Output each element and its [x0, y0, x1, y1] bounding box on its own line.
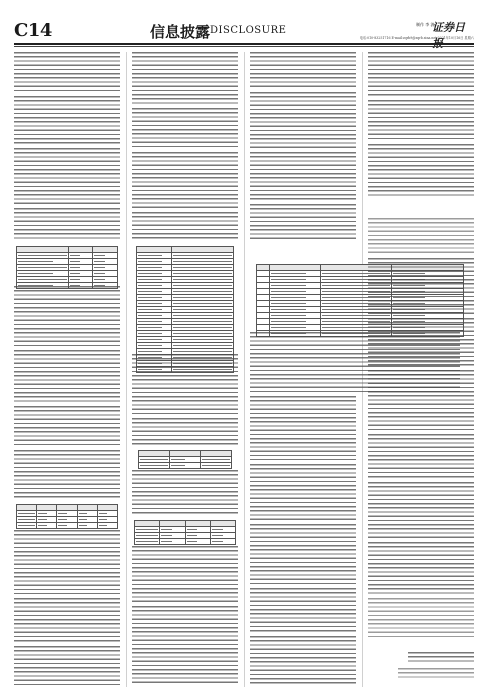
body-paragraph: [132, 470, 238, 514]
contact-date-line: 电话:010-83251716 E-mail:zqrb9@zqrb.sina.net 2021年10月16日 星期六: [359, 36, 474, 40]
table-row: [17, 523, 118, 529]
data-table: [16, 246, 118, 289]
body-paragraph: [132, 52, 238, 104]
table-row: [139, 463, 232, 469]
column-divider: [126, 52, 127, 687]
masthead-rule-thin: [14, 46, 474, 47]
body-paragraph: [132, 354, 238, 414]
body-paragraph: [14, 450, 120, 498]
body-paragraph: [250, 152, 356, 200]
body-paragraph: [14, 286, 120, 346]
body-paragraph: [250, 204, 356, 240]
body-paragraph: [14, 52, 120, 92]
data-table: [134, 520, 236, 545]
body-paragraph: [250, 636, 356, 686]
body-paragraph: [368, 318, 474, 366]
body-paragraph: [14, 646, 120, 686]
body-paragraph: [368, 370, 474, 430]
body-paragraph: [368, 258, 474, 314]
page-number: C14: [14, 20, 52, 41]
body-paragraph: [14, 406, 120, 446]
body-paragraph: [14, 208, 120, 240]
body-paragraph: [132, 606, 238, 686]
body-paragraph: [14, 350, 120, 402]
body-paragraph: [250, 92, 356, 148]
body-paragraph: [368, 434, 474, 478]
body-paragraph: [250, 464, 356, 520]
body-paragraph: [250, 52, 356, 88]
signature-date: [398, 668, 474, 680]
body-paragraph: [14, 530, 120, 594]
body-paragraph: [368, 100, 474, 140]
body-paragraph: [14, 148, 120, 204]
body-paragraph: [132, 546, 238, 602]
body-paragraph: [14, 96, 120, 144]
body-paragraph: [250, 524, 356, 584]
body-paragraph: [368, 542, 474, 594]
editor-credit: 制作 李 波: [416, 22, 435, 27]
body-paragraph: [132, 212, 238, 240]
body-paragraph: [132, 108, 238, 148]
body-paragraph: [132, 152, 238, 208]
body-paragraph: [132, 418, 238, 446]
column-divider: [244, 52, 245, 687]
body-paragraph: [368, 144, 474, 196]
data-table: [138, 450, 232, 469]
body-paragraph: [250, 396, 356, 460]
body-paragraph: [14, 598, 120, 642]
table-row: [135, 539, 236, 545]
body-paragraph: [368, 52, 474, 96]
data-table: [16, 504, 118, 529]
masthead: [14, 22, 474, 42]
body-paragraph: [368, 598, 474, 638]
section-title-en: DISCLOSURE: [210, 25, 287, 36]
newspaper-logo: 证券日: [432, 21, 465, 34]
section-title-cn: 信息披露: [150, 23, 211, 41]
signature-block: [408, 652, 474, 664]
body-paragraph: [368, 218, 474, 254]
body-paragraph: [250, 588, 356, 632]
body-paragraph: [368, 482, 474, 538]
masthead-rule: [14, 43, 474, 45]
